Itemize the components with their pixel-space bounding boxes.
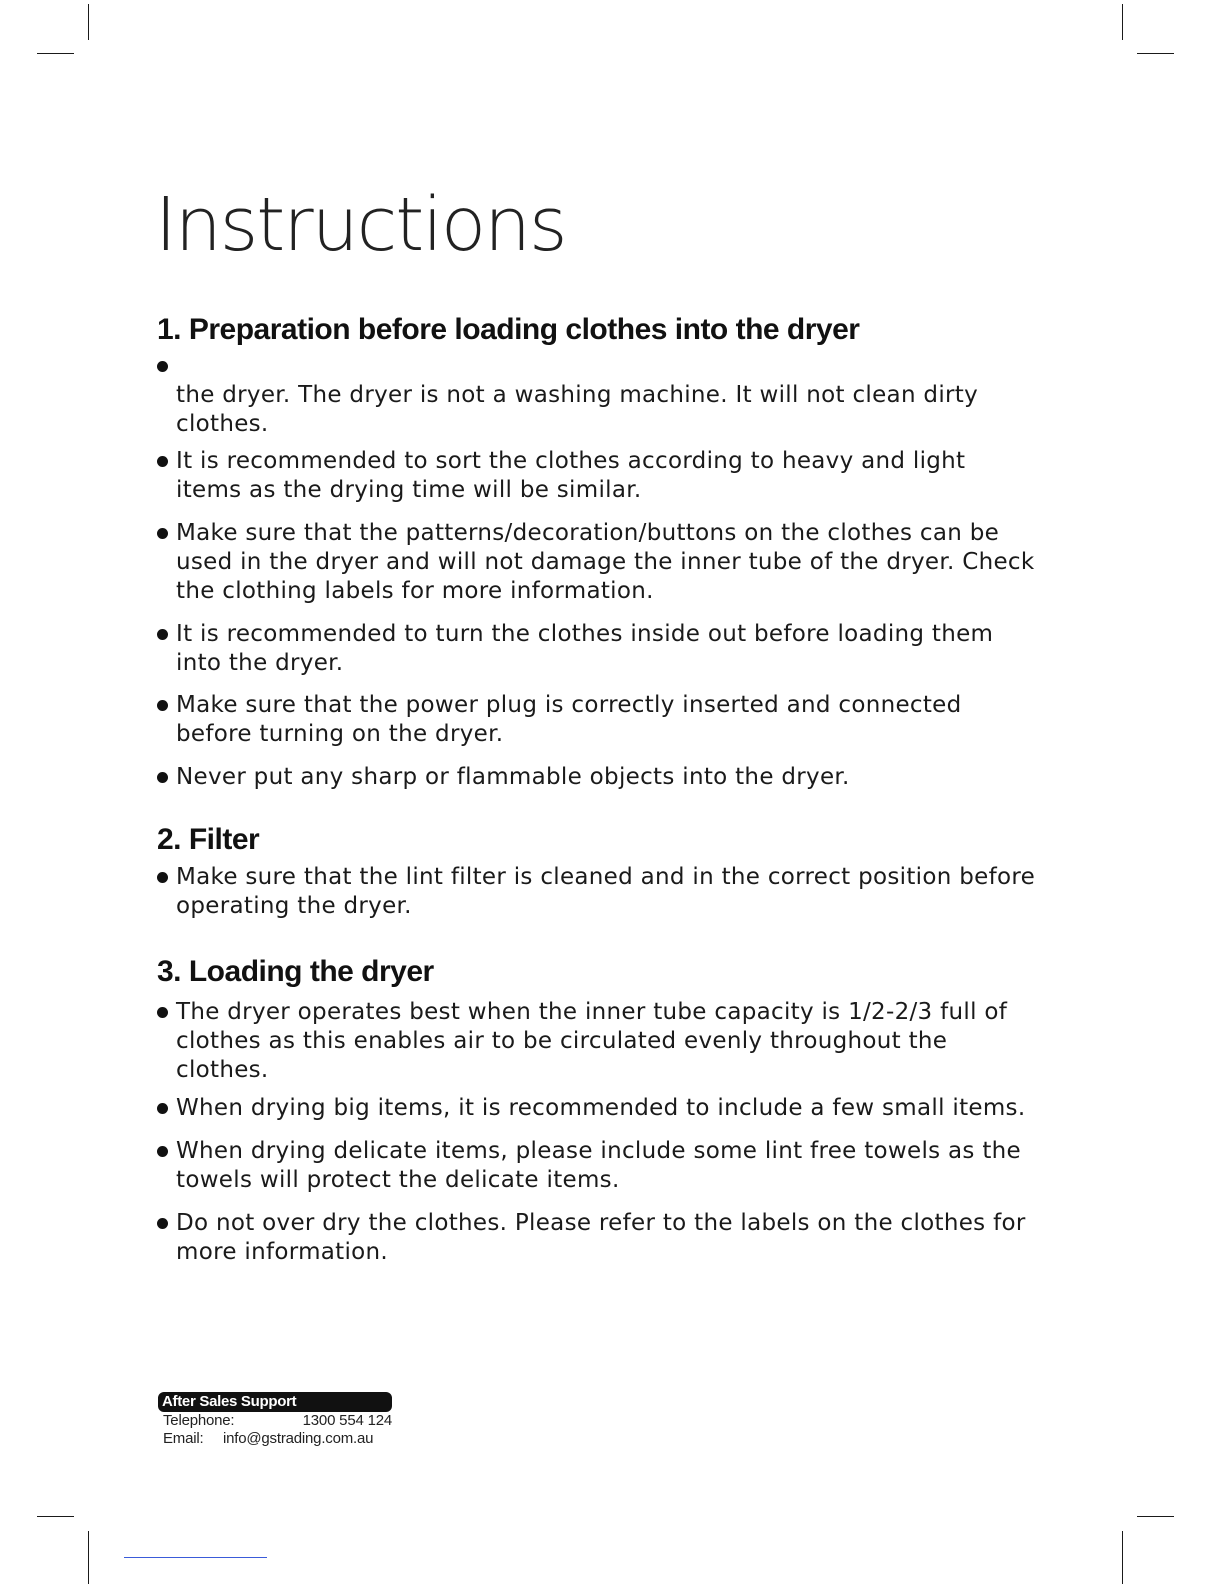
- bullet-icon: [157, 361, 168, 372]
- list-item: [157, 1209, 1037, 1267]
- crop-mark-bottom-right-vertical: [1122, 1531, 1123, 1584]
- crop-mark-top-right-horizontal: [1137, 53, 1174, 54]
- list-item-text: It is recommended to turn the clothes inside out before loading them into the dryer.: [176, 621, 994, 676]
- section-heading: 2. Filter: [157, 823, 260, 856]
- email-label: Email:: [163, 1430, 204, 1447]
- crop-mark-top-left-vertical: [88, 4, 89, 40]
- list-item-text: When drying big items, it is recommended to include a few small items.: [176, 1095, 1026, 1121]
- bullet-list: [157, 998, 1037, 1267]
- list-item: [157, 691, 1037, 749]
- list-item-text: The dryer operates best when the inner tube capacity is 1/2-2/3 full of clothes as this enables air to be circulated evenly throughout the clothes.: [176, 999, 1008, 1083]
- bullet-icon: [157, 528, 168, 539]
- list-item-text: Make sure that the lint filter is cleaned and in the correct position before operating the dryer.: [176, 864, 1036, 919]
- list-item: [157, 620, 1037, 678]
- crop-mark-bottom-right-horizontal: [1137, 1516, 1174, 1517]
- support-heading: After Sales Support: [158, 1392, 392, 1412]
- list-item: [157, 1137, 1037, 1195]
- support-email-row: [163, 1430, 392, 1448]
- bullet-icon: [157, 456, 168, 467]
- list-item-text: When drying delicate items, please include some lint free towels as the towels will protect the delicate items.: [176, 1138, 1021, 1193]
- email-address: info@gstrading.com.au: [223, 1430, 374, 1447]
- section-heading: 1. Preparation before loading clothes into the dryer: [157, 313, 860, 346]
- bullet-icon: [157, 1146, 168, 1157]
- list-item: [157, 863, 1037, 921]
- section-loading: [157, 954, 1037, 1267]
- list-item: [157, 763, 1037, 792]
- after-sales-support-box: [158, 1392, 392, 1448]
- list-item-text: the dryer. The dryer is not a washing machine. It will not clean dirty clothes.: [176, 382, 979, 437]
- list-item: [157, 352, 1037, 439]
- section-filter: [157, 822, 1037, 921]
- list-item: [157, 998, 1037, 1085]
- bullet-icon: [157, 629, 168, 640]
- crop-mark-top-right-vertical: [1122, 4, 1123, 40]
- bullet-icon: [157, 1103, 168, 1114]
- bullet-icon: [157, 872, 168, 883]
- bullet-list: [157, 352, 1037, 792]
- section-preparation: [157, 312, 1037, 792]
- bullet-icon: [157, 1007, 168, 1018]
- footer-divider: [124, 1557, 267, 1558]
- bullet-icon: [157, 1218, 168, 1229]
- list-item-text: Make sure that the patterns/decoration/buttons on the clothes can be used in the dryer and will not damage the inner tube of the dryer. Check the clothing labels for more information.: [176, 520, 1035, 604]
- telephone-number: 1300 554 124: [302, 1412, 392, 1429]
- list-item-text: Never put any sharp or flammable objects into the dryer.: [176, 764, 850, 790]
- telephone-label: Telephone:: [163, 1412, 235, 1429]
- bullet-icon: [157, 700, 168, 711]
- list-item-text: Make sure that the power plug is correctly inserted and connected before turning on the dryer.: [176, 692, 962, 747]
- list-item: [157, 447, 1037, 505]
- page-title: Instructions: [155, 182, 566, 268]
- list-item: [157, 519, 1037, 606]
- crop-mark-bottom-left-vertical: [88, 1531, 89, 1584]
- list-item-text: It is recommended to sort the clothes according to heavy and light items as the drying time will be similar.: [176, 448, 966, 503]
- crop-mark-top-left-horizontal: [37, 53, 74, 54]
- bullet-list: [157, 863, 1037, 921]
- support-telephone-row: [163, 1412, 392, 1430]
- list-item: [157, 1094, 1037, 1123]
- bullet-icon: [157, 772, 168, 783]
- crop-mark-bottom-left-horizontal: [37, 1516, 74, 1517]
- instructions-content: [157, 312, 1037, 1267]
- section-heading: 3. Loading the dryer: [157, 955, 434, 988]
- list-item-text: Do not over dry the clothes. Please refer to the labels on the clothes for more information.: [176, 1210, 1026, 1265]
